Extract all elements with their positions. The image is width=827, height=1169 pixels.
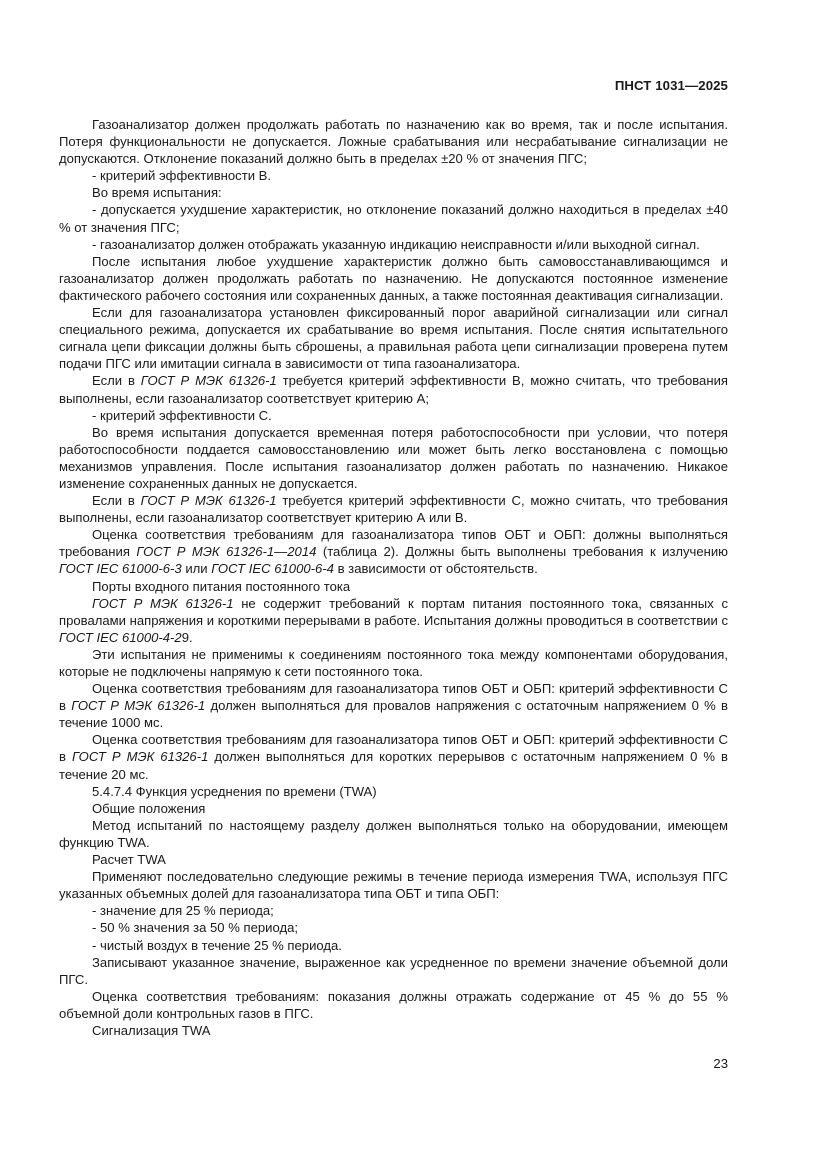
text-run: должен выполняться для коротких перерывов с остаточным напряжением 0 % в течение 20 мс. (59, 749, 728, 782)
standard-reference: ГОСТ Р МЭК 61326-1 (140, 373, 277, 389)
text-run: требуется критерий эффективности С, можно считать, что требования выполнены, если газоанализатор соответствует критерию А или В. (59, 493, 728, 526)
paragraph (59, 646, 728, 680)
text-run: Применяют последовательно следующие режимы в течение периода измерения TWA, используя ПГС указанных объемных долей для газоанализатора типа ОБТ и типа ОБП: (59, 869, 728, 902)
text-run: Во время испытания допускается временная потеря работоспособности при условии, что потеря работоспособности поддается самовосстановлению или может быть легко восстановлена с помощью механизмов управления. После испытания газоанализатор должен работать по назначению. Никакое изменение сохраненных данных не допускается. (59, 424, 728, 491)
text-run: не содержит требований к портам питания постоянного тока, связанных с провалами напряжения и короткими перерывами в работе. Испытания должны проводиться в соответствии с (59, 595, 728, 628)
paragraph (59, 800, 728, 817)
text-run: Метод испытаний по настоящему разделу должен выполняться только на оборудовании, имеющем функцию TWA. (59, 817, 728, 850)
standard-reference: ГОСТ IEC 61000-6-4 (211, 561, 334, 577)
document-id: ПНСТ 1031—2025 (614, 78, 728, 93)
text-run: Общие положения (92, 800, 206, 816)
paragraph (59, 595, 728, 646)
text-run: Оценка соответствия требованиям для газоанализатора типов ОБТ и ОБП: критерий эффективности С в (59, 732, 728, 765)
text-run: Эти испытания не применимы к соединениям постоянного тока между компонентами оборудования, которые не подключены напрямую к сети постоянного тока. (59, 646, 728, 679)
text-run: Оценка соответствия требованиям: показания должны отражать содержание от 45 % до 55 % объемной доли контрольных газов в ПГС. (59, 988, 728, 1021)
text-run: Порты входного питания постоянного тока (92, 578, 351, 594)
text-run: Если в (92, 493, 141, 509)
text-run: - критерий эффективности В. (92, 168, 272, 184)
paragraph (59, 201, 728, 235)
text-run: Если для газоанализатора установлен фиксированный порог аварийной сигнализации или сигнал специального режима, допускается их срабатывание во время испытания. После снятия испытательного сигнала цепи фиксации должны быть сброшены, а правильная работа цепи сигнализации проверена путем подачи ПГС или имитации сигнала в зависимости от типа газоанализатора. (59, 305, 728, 372)
paragraph (59, 407, 728, 424)
standard-reference: ГОСТ Р МЭК 61326-1 (92, 595, 234, 611)
paragraph (59, 253, 728, 304)
text-run: или (181, 561, 212, 577)
standard-reference: ГОСТ Р МЭК 61326-1 (71, 698, 206, 714)
paragraph (59, 680, 728, 731)
paragraph (59, 937, 728, 954)
paragraph (59, 578, 728, 595)
standard-reference: ГОСТ IEC 61000-6-3 (59, 561, 182, 577)
paragraph (59, 851, 728, 868)
text-run: Газоанализатор должен продолжать работать по назначению как во время, так и после испытания. Потеря функциональности не допускается. Ложные срабатывания или несрабатывание сигнализации не допускаются. Отклонение показаний должно быть в пределах ±20 % от значения ПГС; (59, 117, 728, 167)
text-run: Во время испытания: (92, 185, 222, 201)
paragraph (59, 868, 728, 902)
text-run: - допускается ухудшение характеристик, но отклонение показаний должно находиться в пределах ±40 % от значения ПГС; (59, 202, 728, 235)
paragraph (59, 817, 728, 851)
text-run: (таблица 2). Должны быть выполнены требования к излучению (316, 544, 729, 560)
text-run: требуется критерий эффективности В, можно считать, что требования выполнены, если газоанализатор соответствует критерию А; (59, 373, 728, 406)
paragraph (59, 1022, 728, 1039)
standard-reference: ГОСТ Р МЭК 61326-1 (140, 493, 277, 509)
text-run: Сигнализация TWA (92, 1022, 211, 1038)
text-run: должен выполняться для провалов напряжения с остаточным напряжением 0 % в течение 1000 мс. (59, 698, 728, 731)
paragraph (59, 116, 728, 167)
paragraph (59, 372, 728, 406)
text-run: в зависимости от обстоятельств. (333, 561, 538, 577)
body-text (59, 116, 728, 1039)
paragraph (59, 492, 728, 526)
text-run: - чистый воздух в течение 25 % периода. (92, 937, 342, 953)
text-run: - 50 % значения за 50 % периода; (92, 920, 299, 936)
text-run: - газоанализатор должен отображать указанную индикацию неисправности и/или выходной сигнал. (92, 236, 700, 252)
text-run: Оценка соответствия требованиям для газоанализатора типов ОБТ и ОБП: должны выполняться требования (59, 527, 728, 560)
paragraph (59, 731, 728, 782)
paragraph (59, 236, 728, 253)
text-run: 9. (181, 629, 193, 645)
paragraph (59, 988, 728, 1022)
paragraph (59, 304, 728, 372)
paragraph (59, 184, 728, 201)
paragraph (59, 526, 728, 577)
standard-reference: ГОСТ Р МЭК 61326-1 (71, 749, 209, 765)
paragraph (59, 167, 728, 184)
text-run: - критерий эффективности С. (92, 407, 272, 423)
text-run: Записывают указанное значение, выраженное как усредненное по времени значение объемной доли ПГС. (59, 954, 728, 987)
text-run: Расчет TWA (92, 852, 166, 868)
paragraph (59, 424, 728, 492)
text-run: 5.4.7.4 Функция усреднения по времени (TWA) (92, 783, 377, 799)
text-run: - значение для 25 % периода; (92, 903, 274, 919)
text-run: После испытания любое ухудшение характеристик должно быть самовосстанавливающимся и газоанализатор должен продолжать работать по назначению. Не допускаются постоянное изменение фактического рабочего состояния или сохраненных данных, а также постоянная деактивация сигнализации. (59, 253, 728, 303)
paragraph (59, 954, 728, 988)
paragraph (59, 919, 728, 936)
page-number: 23 (713, 1056, 728, 1071)
text-run: Если в (92, 373, 141, 389)
standard-reference: ГОСТ IEC 61000-4-2 (59, 629, 182, 645)
standard-reference: ГОСТ Р МЭК 61326-1—2014 (136, 544, 317, 560)
text-run: Оценка соответствия требованиям для газоанализатора типов ОБТ и ОБП: критерий эффективности С в (59, 681, 728, 714)
paragraph (59, 902, 728, 919)
paragraph (59, 783, 728, 800)
